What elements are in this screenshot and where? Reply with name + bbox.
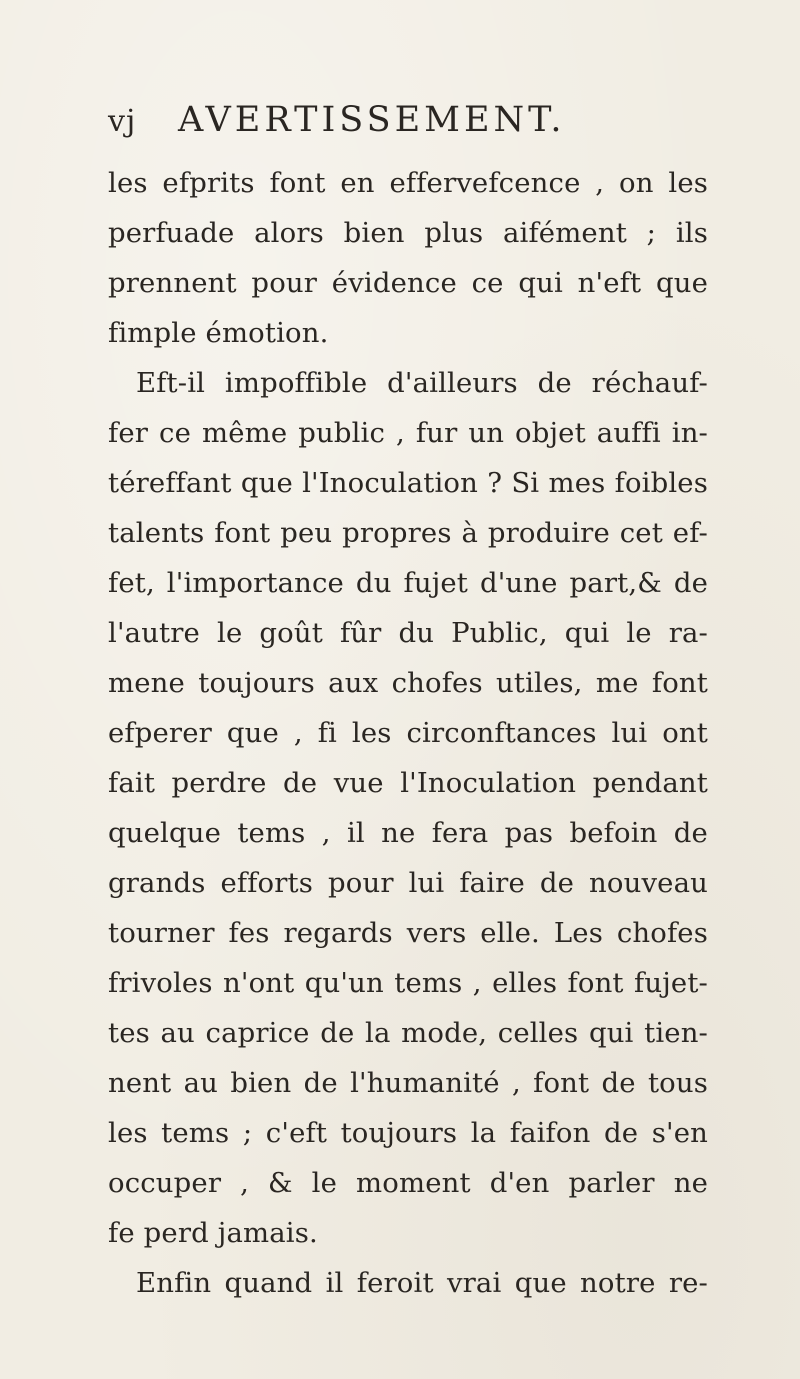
text-line: fait perdre de vue l'Inoculation pendant [108,767,708,799]
text-line: prennent pour évidence ce qui n'eft que [108,267,708,299]
text-line: perfuade alors bien plus aifément ; ils [108,217,708,249]
text-line: talents font peu propres à produire cet ef- [108,517,708,549]
text-line: tes au caprice de la mode, celles qui tien- [108,1017,708,1049]
text-line: quelque tems , il ne fera pas befoin de [108,817,708,849]
text-line: les efprits font en effervefcence , on les [108,167,708,199]
text-line: tourner fes regards vers elle. Les chofes [108,917,708,949]
page-title: AVERTISSEMENT. [178,100,566,140]
text-line: les tems ; c'eft toujours la faifon de s'en [108,1117,708,1149]
text-line: Enfin quand il feroit vrai que notre re- [136,1267,708,1299]
text-line: fimple émotion. [108,317,329,349]
text-line: fet, l'importance du fujet d'une part,& de [108,567,708,599]
text-line: Eft-il impoffible d'ailleurs de réchauf- [136,367,708,399]
text-line: fe perd jamais. [108,1217,318,1249]
body-text [108,158,708,1308]
text-line: mene toujours aux chofes utiles, me font [108,667,708,699]
text-line: l'autre le goût fûr du Public, qui le ra- [108,617,708,649]
text-line: fer ce même public , fur un objet auffi in- [108,417,708,449]
running-head [108,100,708,150]
text-line: nent au bien de l'humanité , font de tous [108,1067,708,1099]
text-line: frivoles n'ont qu'un tems , elles font fujet- [108,967,708,999]
text-line: occuper , & le moment d'en parler ne [108,1167,708,1199]
text-line: grands efforts pour lui faire de nouveau [108,867,708,899]
text-line: efperer que , fi les circonftances lui ont [108,717,708,749]
page-number: vj [108,104,137,139]
text-line: téreffant que l'Inoculation ? Si mes foibles [108,467,708,499]
